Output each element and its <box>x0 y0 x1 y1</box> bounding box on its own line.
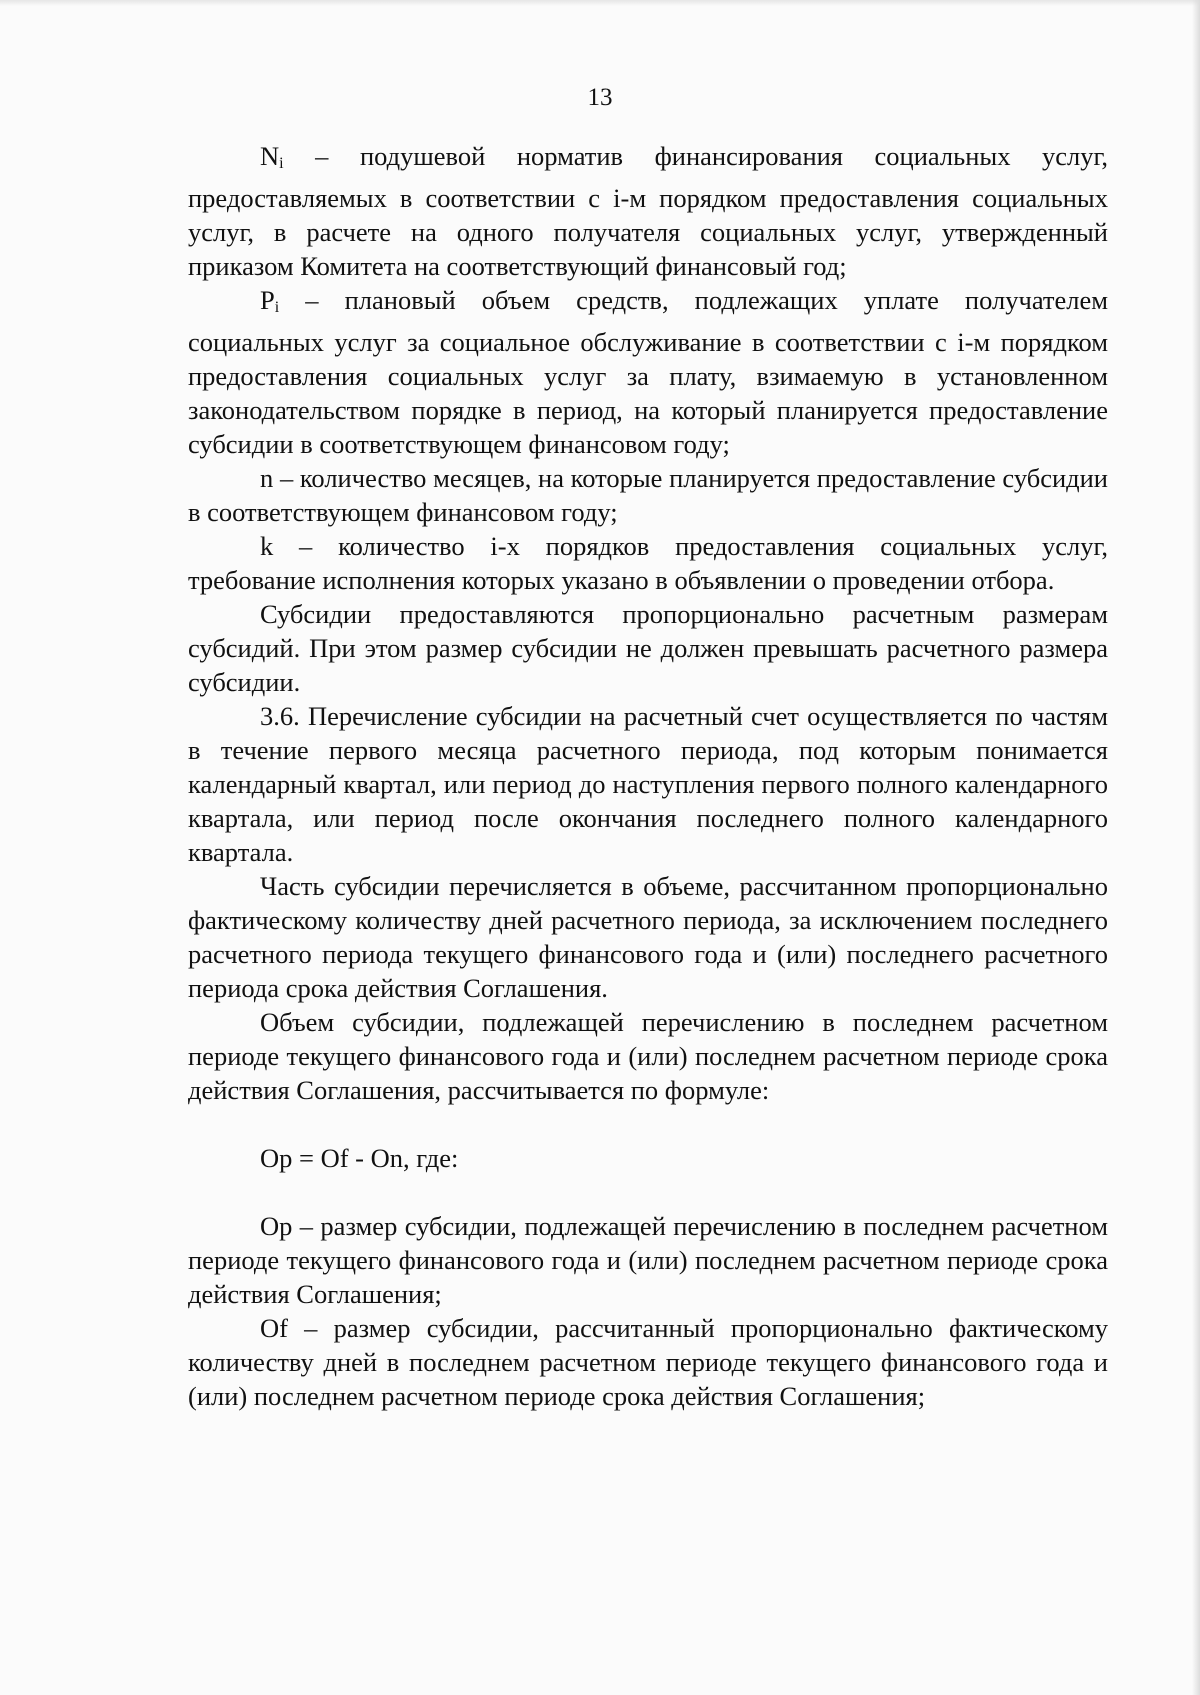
paragraph-pi-definition <box>188 283 1108 461</box>
scan-edge-right <box>1192 0 1200 1695</box>
paragraph-k-definition: k – количество i-х порядков предоставления социальных услуг, требование исполнения которых указано в объявлении о проведении отбора. <box>188 531 1108 595</box>
symbol-n: N <box>260 141 280 171</box>
paragraph-subsidy-proportional: Субсидии предоставляются пропорционально расчетным размерам субсидий. При этом размер субсидии не должен превышать расчетного размера субсидии. <box>188 599 1108 697</box>
paragraph-part-of-subsidy: Часть субсидии перечисляется в объеме, рассчитанном пропорционально фактическому количеству дней расчетного периода, за исключением последнего расчетного периода текущего финансового года и (или) последнего расчетного периода срока действия Соглашения. <box>188 871 1108 1003</box>
document-body <box>188 139 1108 1413</box>
subscript-i: i <box>274 299 280 316</box>
page-number: 13 <box>587 84 613 111</box>
symbol-p: P <box>260 285 275 315</box>
paragraph-text: – подушевой норматив финансирования социальных услуг, предоставляемых в соответствии с i-м порядком предоставления социальных услуг, в расчете на одного получателя социальных услуг, утвержденный приказом Комитета на соответствующий финансовый год; <box>188 141 1108 281</box>
formula: Op = Of - On, где: <box>260 1143 459 1173</box>
definition-of: Of – размер субсидии, рассчитанный пропорционально фактическому количеству дней в последнем расчетном периоде текущего финансового года и (или) последнем расчетном периоде срока действия Соглашения; <box>188 1313 1108 1411</box>
paragraph-n-definition: n – количество месяцев, на которые планируется предоставление субсидии в соответствующем финансовом году; <box>188 463 1108 527</box>
paragraph-ni-definition <box>188 139 1108 283</box>
paragraph-text: – плановый объем средств, подлежащих уплате получателем социальных услуг за социальное обслуживание в соответствии с i-м порядком предоставления социальных услуг за плату, взимаемую в установленном законодательством порядке в период, на который планируется предоставление субсидии в соответствующем финансовом году; <box>188 285 1108 459</box>
scan-edge-top <box>0 0 1200 6</box>
subscript-i: i <box>279 155 284 172</box>
paragraph-formula-intro: Объем субсидии, подлежащей перечислению в последнем расчетном периоде текущего финансового года и (или) последнем расчетном периоде срока действия Соглашения, рассчитывается по формуле: <box>188 1007 1108 1105</box>
definition-op: Op – размер субсидии, подлежащей перечислению в последнем расчетном периоде текущего финансового года и (или) последнем расчетном периоде срока действия Соглашения; <box>188 1211 1108 1309</box>
paragraph-3-6: 3.6. Перечисление субсидии на расчетный счет осуществляется по частям в течение первого месяца расчетного периода, под которым понимается календарный квартал, или период до наступления первого полного календарного квартала, или период после окончания последнего полного календарного квартала. <box>188 701 1108 867</box>
